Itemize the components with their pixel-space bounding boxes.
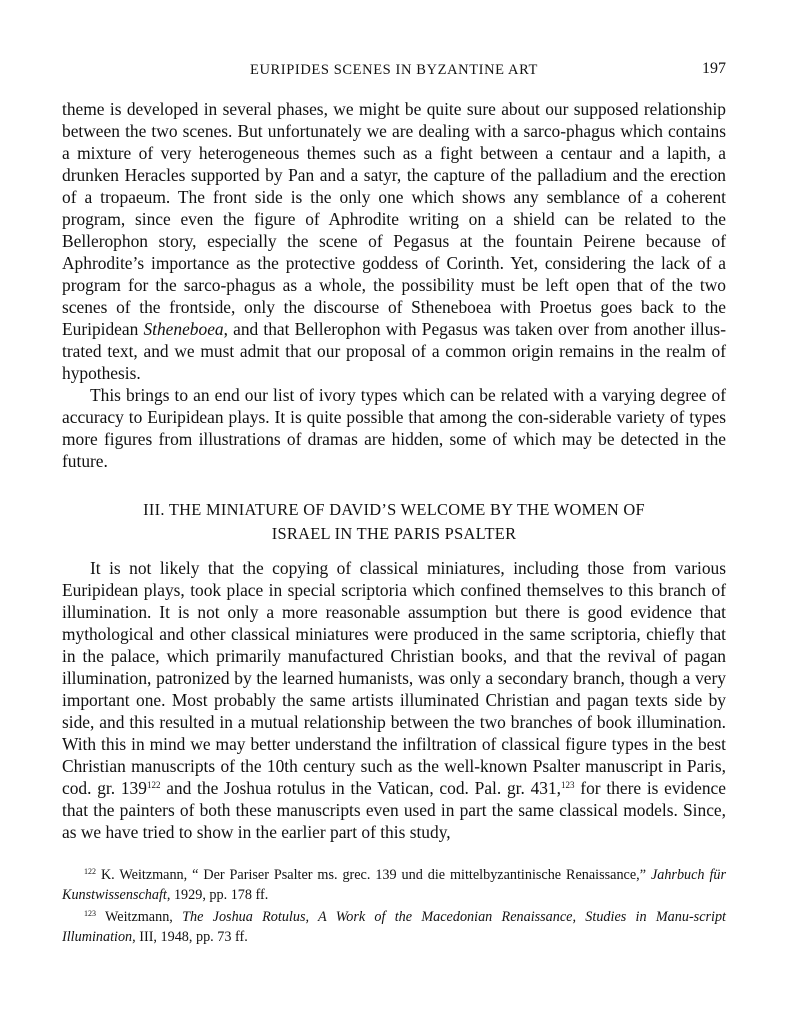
running-header (62, 58, 726, 82)
paragraph-1 (62, 98, 726, 384)
footnote-ref-123[interactable]: 123 (561, 780, 575, 790)
section-heading-line-1: III. THE MINIATURE OF DAVID’S WELCOME BY THE WOMEN OF (143, 500, 645, 519)
footnote-number: 123 (84, 909, 96, 918)
paragraph-1-text-b: , and that Bellerophon with Pegasus was taken over from another illus-trated text, and we must admit that our proposal of a common origin remains in the realm of hypothesis. (62, 319, 726, 383)
footnote-text-b: , 1929, pp. 178 ff. (166, 887, 269, 903)
running-title: EURIPIDES SCENES IN BYZANTINE ART (250, 62, 538, 78)
paragraph-3-text-b: and the Joshua rotulus in the Vatican, cod. Pal. gr. 431, (160, 778, 562, 798)
footnote-text-a: Weitzmann, (105, 909, 183, 925)
footnote-italic-title: The Joshua Rotulus, A Work of the Macedonian Renaissance, Studies in Manu-script Illumination (62, 909, 726, 945)
footnote-text-a: K. Weitzmann, “ Der Pariser Psalter ms. grec. 139 und die mittelbyzantinische Renaissance,” (100, 867, 651, 883)
paragraph-2: This brings to an end our list of ivory types which can be related with a varying degree of accuracy to Euripidean plays. It is quite possible that among the con-siderable variety of types more figures from illustrations of dramas are hidden, some of which may be detected in the future. (62, 385, 726, 471)
section-heading-line-2: ISRAEL IN THE PARIS PSALTER (271, 524, 517, 543)
paragraph-1-italic-title: Stheneboea (143, 319, 224, 339)
footnote-number: 122 (84, 867, 96, 876)
paragraph-1-text-a: theme is developed in several phases, we might be quite sure about our supposed relationship between the two scenes. But unfortunately we are dealing with a sarco-phagus which contains a mixture of very heterogeneous themes such as a fight between a centaur and a lapith, a drunken Heracles supported by Pan and a satyr, the capture of the palladium and the erection of a tropaeum. The front side is the only one which shows any semblance of a coherent program, since even the figure of Aphrodite writing on a shield can be related to the Bellerophon story, especially the scene of Pegasus at the fountain Peirene because of Aphrodite’s importance as the protective goddess of Corinth. Yet, considering the lack of a program for the sarco-phagus as a whole, the possibility must be left open that of the two scenes of the frontside, only the discourse of Stheneboea with Proetus goes back to the Euripidean (62, 99, 726, 339)
footnote-123 (62, 907, 726, 947)
page-number: 197 (702, 60, 726, 77)
paragraph-3-text-c: for there is evidence that the painters of both these manuscripts even used in part the same classical models. Since, as we have tried to show in the earlier part of this study, (62, 778, 726, 842)
footnote-122 (62, 865, 726, 905)
paragraph-3 (62, 557, 726, 843)
footnotes (62, 865, 726, 947)
footnote-ref-122[interactable]: 122 (146, 780, 161, 790)
paragraph-3-text-a: It is not likely that the copying of classical miniatures, including those from various Euripidean plays, took place in special scriptoria which confined themselves to this branch of illumination. It is not only a more reasonable assumption but there is good evidence that mythological and other classical miniatures were produced in the same scriptoria, chiefly that in the palace, which primarily manufactured Christian books, and that the revival of pagan illumination, patronized by the learned humanists, was only a secondary branch, though a very important one. Most probably the same artists illuminated Christian and pagan texts side by side, and this resulted in a mutual relationship between the two branches of book illumination. With this in mind we may better understand the infiltration of classical figure types in the best Christian manuscripts of the 10th century such as the well-known Psalter manuscript in Paris, cod. gr. 139 (62, 558, 726, 798)
footnote-text-b: , III, 1948, pp. 73 ff. (132, 929, 248, 945)
footnote-italic-title: Jahrbuch für Kunstwissenschaft (62, 867, 727, 903)
section-heading (62, 498, 726, 546)
page (62, 58, 726, 949)
